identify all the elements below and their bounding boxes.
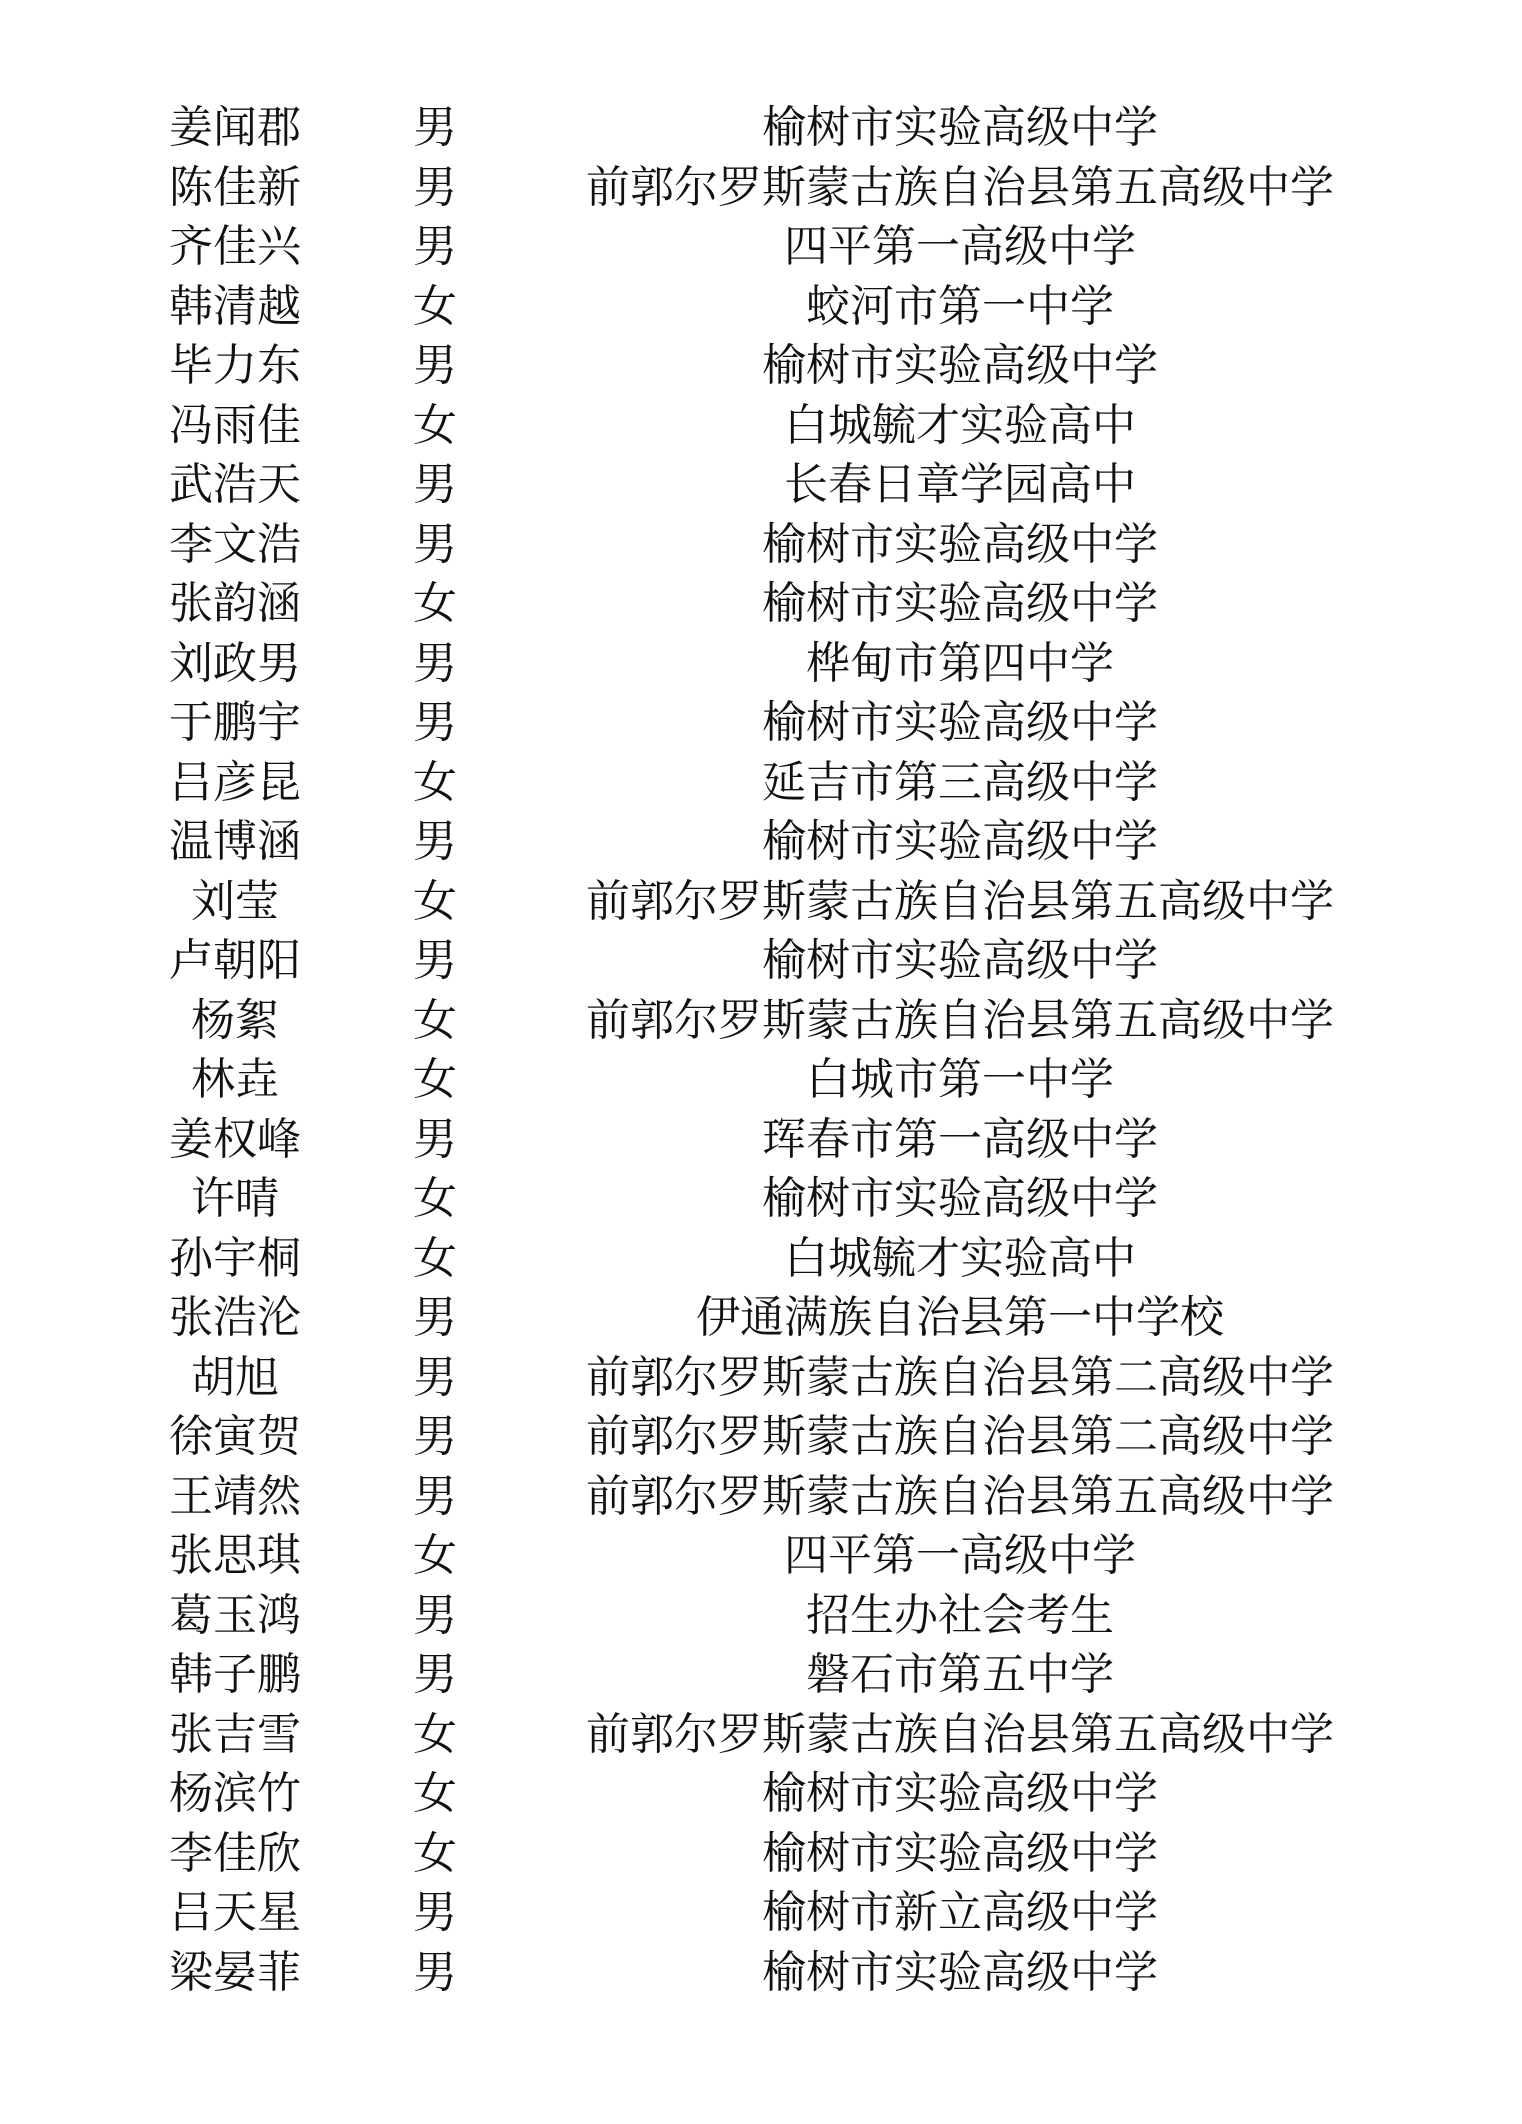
student-name: 许晴 xyxy=(191,1173,279,1224)
student-school: 榆树市实验高级中学 xyxy=(762,518,1158,570)
student-name: 武浩天 xyxy=(169,459,301,510)
student-gender: 女 xyxy=(413,1173,457,1224)
student-school: 延吉市第三高级中学 xyxy=(762,756,1158,808)
student-name: 于鹏宇 xyxy=(169,697,301,748)
student-gender: 女 xyxy=(413,280,457,332)
student-school: 前郭尔罗斯蒙古族自治县第五高级中学 xyxy=(586,1708,1334,1760)
table-row xyxy=(0,872,1522,932)
table-row xyxy=(0,455,1522,515)
table-row xyxy=(0,693,1522,753)
student-gender: 女 xyxy=(413,756,457,808)
student-school: 四平第一高级中学 xyxy=(784,1530,1136,1581)
student-gender: 男 xyxy=(413,1649,457,1700)
student-school: 珲春市第一高级中学 xyxy=(762,1113,1158,1165)
student-school: 桦甸市第四中学 xyxy=(806,637,1114,689)
student-school: 榆树市实验高级中学 xyxy=(762,102,1158,153)
student-name: 徐寅贺 xyxy=(169,1411,301,1462)
student-name: 韩清越 xyxy=(169,280,301,332)
table-row xyxy=(0,1169,1522,1229)
student-school: 白城毓才实验高中 xyxy=(784,399,1136,451)
student-name: 王靖然 xyxy=(169,1470,301,1522)
student-name: 卢朝阳 xyxy=(169,935,301,986)
student-name: 葛玉鸿 xyxy=(169,1589,301,1641)
table-row xyxy=(0,98,1522,158)
student-school: 四平第一高级中学 xyxy=(784,221,1136,272)
student-name: 刘政男 xyxy=(169,637,301,689)
table-row xyxy=(0,1883,1522,1943)
student-gender: 男 xyxy=(413,1113,457,1165)
student-gender: 男 xyxy=(413,340,457,391)
student-gender: 男 xyxy=(413,1887,457,1938)
student-gender: 男 xyxy=(413,637,457,689)
student-school: 前郭尔罗斯蒙古族自治县第五高级中学 xyxy=(586,875,1334,927)
student-gender: 男 xyxy=(413,1292,457,1343)
student-school: 前郭尔罗斯蒙古族自治县第五高级中学 xyxy=(586,994,1334,1046)
student-school: 前郭尔罗斯蒙古族自治县第二高级中学 xyxy=(586,1351,1334,1403)
student-school: 伊通满族自治县第一中学校 xyxy=(696,1292,1224,1343)
table-row xyxy=(0,1705,1522,1765)
table-row xyxy=(0,1050,1522,1110)
table-row xyxy=(0,217,1522,277)
student-gender: 男 xyxy=(413,1411,457,1462)
student-gender: 男 xyxy=(413,102,457,153)
table-row xyxy=(0,1824,1522,1884)
student-school: 前郭尔罗斯蒙古族自治县第二高级中学 xyxy=(586,1411,1334,1462)
table-row xyxy=(0,396,1522,456)
student-school: 榆树市实验高级中学 xyxy=(762,1173,1158,1224)
student-name: 胡旭 xyxy=(191,1351,279,1403)
student-gender: 男 xyxy=(413,459,457,510)
student-name: 孙宇桐 xyxy=(169,1232,301,1284)
table-row xyxy=(0,574,1522,634)
table-row xyxy=(0,277,1522,337)
student-name: 梁晏菲 xyxy=(169,1946,301,1998)
student-school: 榆树市实验高级中学 xyxy=(762,340,1158,391)
student-school: 蛟河市第一中学 xyxy=(806,280,1114,332)
table-row xyxy=(0,1526,1522,1586)
student-name: 毕力东 xyxy=(169,340,301,391)
student-name: 陈佳新 xyxy=(169,161,301,213)
student-gender: 女 xyxy=(413,578,457,629)
table-row xyxy=(0,991,1522,1051)
student-school: 磐石市第五中学 xyxy=(806,1649,1114,1700)
student-name: 杨滨竹 xyxy=(169,1768,301,1819)
table-row xyxy=(0,158,1522,218)
student-gender: 男 xyxy=(413,161,457,213)
student-name: 韩子鹏 xyxy=(169,1649,301,1700)
student-gender: 男 xyxy=(413,221,457,272)
student-school: 榆树市实验高级中学 xyxy=(762,816,1158,867)
student-gender: 女 xyxy=(413,399,457,451)
student-gender: 男 xyxy=(413,518,457,570)
student-gender: 女 xyxy=(413,1530,457,1581)
student-gender: 男 xyxy=(413,1470,457,1522)
student-school: 榆树市实验高级中学 xyxy=(762,935,1158,986)
table-row xyxy=(0,1943,1522,2003)
student-gender: 男 xyxy=(413,697,457,748)
table-row xyxy=(0,1645,1522,1705)
student-gender: 女 xyxy=(413,1827,457,1879)
student-gender: 女 xyxy=(413,1768,457,1819)
table-row xyxy=(0,1110,1522,1170)
student-name: 李佳欣 xyxy=(169,1827,301,1879)
student-school: 榆树市实验高级中学 xyxy=(762,578,1158,629)
student-school: 榆树市实验高级中学 xyxy=(762,1946,1158,1998)
student-name: 姜权峰 xyxy=(169,1113,301,1165)
student-school: 榆树市实验高级中学 xyxy=(762,697,1158,748)
student-name: 吕天星 xyxy=(169,1887,301,1938)
student-gender: 男 xyxy=(413,1589,457,1641)
student-gender: 女 xyxy=(413,1054,457,1105)
student-name: 张浩沦 xyxy=(169,1292,301,1343)
student-gender: 男 xyxy=(413,816,457,867)
student-roster xyxy=(0,98,1522,2002)
student-school: 白城毓才实验高中 xyxy=(784,1232,1136,1284)
table-row xyxy=(0,931,1522,991)
student-school: 前郭尔罗斯蒙古族自治县第五高级中学 xyxy=(586,161,1334,213)
student-name: 张吉雪 xyxy=(169,1708,301,1760)
student-name: 冯雨佳 xyxy=(169,399,301,451)
student-gender: 女 xyxy=(413,1708,457,1760)
student-school: 招生办社会考生 xyxy=(806,1589,1114,1641)
student-school: 前郭尔罗斯蒙古族自治县第五高级中学 xyxy=(586,1470,1334,1522)
student-name: 李文浩 xyxy=(169,518,301,570)
table-row xyxy=(0,1229,1522,1289)
student-name: 齐佳兴 xyxy=(169,221,301,272)
student-name: 杨絮 xyxy=(191,994,279,1046)
student-gender: 女 xyxy=(413,994,457,1046)
table-row xyxy=(0,1586,1522,1646)
table-row xyxy=(0,1764,1522,1824)
table-row xyxy=(0,1348,1522,1408)
table-row xyxy=(0,634,1522,694)
student-school: 白城市第一中学 xyxy=(806,1054,1114,1105)
student-school: 长春日章学园高中 xyxy=(784,459,1136,510)
student-school: 榆树市实验高级中学 xyxy=(762,1827,1158,1879)
student-gender: 男 xyxy=(413,935,457,986)
table-row xyxy=(0,1467,1522,1527)
student-name: 温博涵 xyxy=(169,816,301,867)
table-row xyxy=(0,1407,1522,1467)
student-gender: 男 xyxy=(413,1351,457,1403)
table-row xyxy=(0,336,1522,396)
table-row xyxy=(0,1288,1522,1348)
student-school: 榆树市新立高级中学 xyxy=(762,1887,1158,1938)
student-name: 林垚 xyxy=(191,1054,279,1105)
student-name: 张思琪 xyxy=(169,1530,301,1581)
student-name: 刘莹 xyxy=(191,875,279,927)
student-name: 吕彦昆 xyxy=(169,756,301,808)
student-gender: 女 xyxy=(413,875,457,927)
student-school: 榆树市实验高级中学 xyxy=(762,1768,1158,1819)
student-gender: 男 xyxy=(413,1946,457,1998)
student-name: 姜闻郡 xyxy=(169,102,301,153)
table-row xyxy=(0,753,1522,813)
table-row xyxy=(0,515,1522,575)
table-row xyxy=(0,812,1522,872)
student-name: 张韵涵 xyxy=(169,578,301,629)
student-gender: 女 xyxy=(413,1232,457,1284)
